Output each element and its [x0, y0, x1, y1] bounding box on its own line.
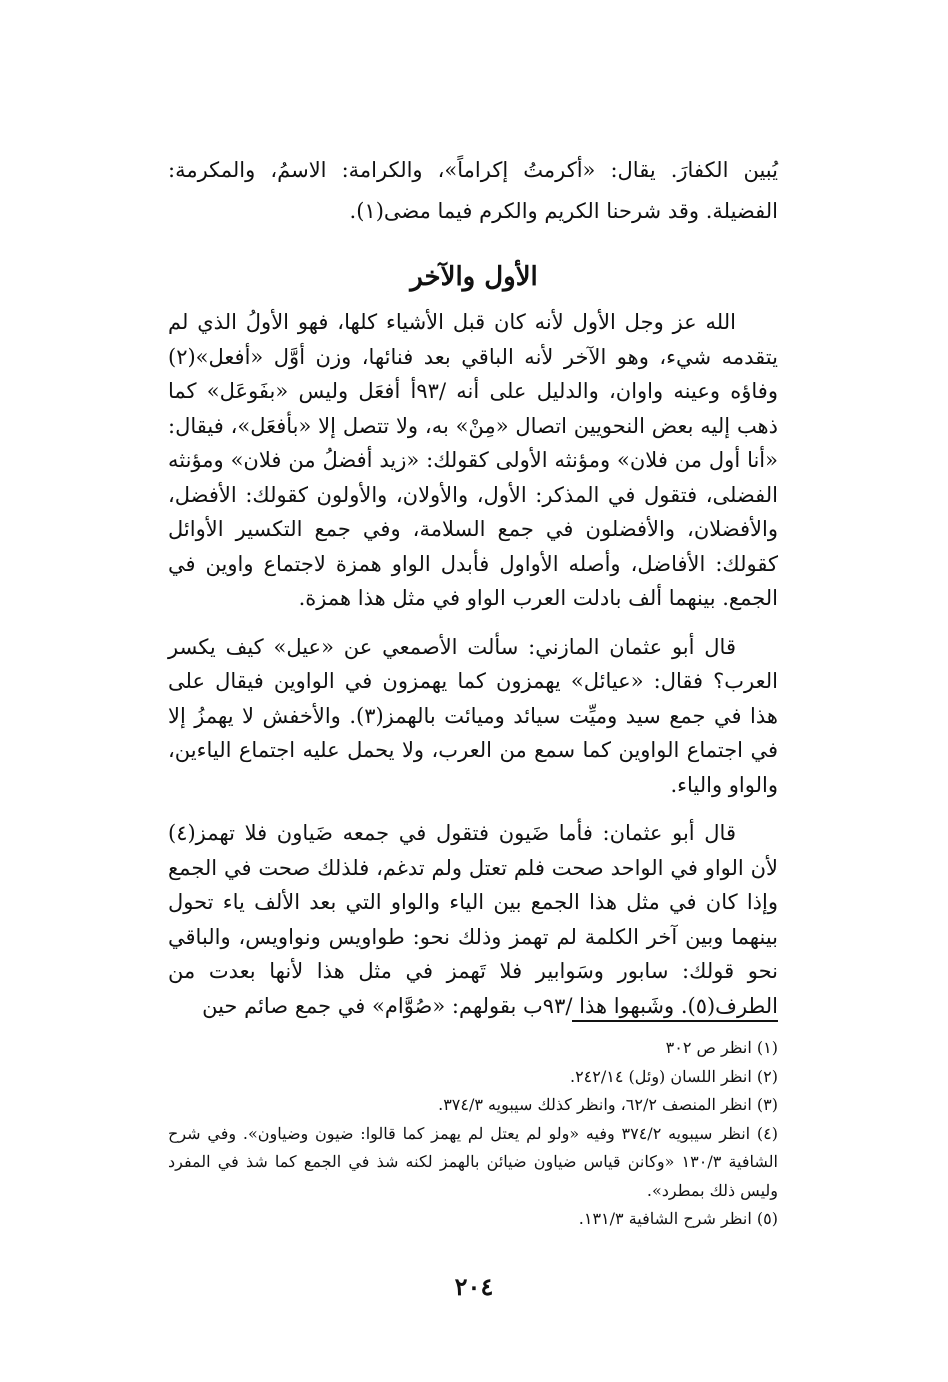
page-number: ٢٠٤ [454, 1272, 494, 1301]
paragraph: قال أبو عثمان المازني: سألت الأصمعي عن «عيل» كيف يكسر العرب؟ فقال: «عيائل» يهمزون كما يهمزون في الواوين فيقال على هذا في جمع سيد وميِّت سيائد وميائت بالهمز(٣). والأخفش لا يهمزُ إلا في اجتماع الواوين كما سمع من العرب، ولا يحمل عليه اجتماع الياءين، والواو والياء. [168, 634, 778, 797]
footnote: (٥) انظر شرح الشافية ١٣١/٣. [578, 1209, 778, 1228]
footnote: (٣) انظر المنصف ٦٢/٢، وانظر كذلك سيبويه ٣٧٤/٣. [438, 1095, 778, 1114]
section-heading: الأول والآخر [410, 262, 538, 292]
paragraph: قال أبو عثمان: فأما ضَيون فتقول في جمعه ضَياون فلا تهمز(٤) لأن الواو في الواحد صحت فلم تعتل ولم تدغم، فلذلك صحت في الجمع وإذا كان في مثل هذا الجمع بين الياء والواو التي بعد الألف ياء تحول بينهما وبين آخر الكلمة لم تهمز وذلك نحو: طواويس ونواويس، والباقي نحو قولك: سابور وسَوابير فلا تَهمز في مثل هذا لأنها بعدت من الطرف(٥). وشَبهوا هذا /٩٣ب بقولهم: «صُوَّام» في جمع صائم حين [168, 821, 778, 1018]
footnotes [168, 1034, 778, 1234]
footnote-divider [572, 1020, 778, 1022]
footnote: (٤) انظر سيبويه ٣٧٤/٢ وفيه «ولو لم يعتل لم يهمز كما قالوا: ضيون وضياون». وفي شرح الشافية ١٣٠/٣ «وكانن قياس ضياون ضيائن بالهمز لكنه شذ في الجمع كما شذ في المفرد وليس ذلك بمطرد». [168, 1123, 779, 1200]
footnote: (٢) انظر اللسان (وئل) ٢٤٢/١٤. [569, 1066, 778, 1086]
opening-paragraph: يُبين الكفارَ. يقال: «أكرمتُ إكراماً»، والكرامة: الاسمُ، والمكرمة: الفضيلة. وقد شرحنا الكريم والكرم فيما مضى(١). [168, 158, 778, 223]
paragraph: الله عز وجل الأول لأنه كان قبل الأشياء كلها، فهو الأولُ الذي لم يتقدمه شيء، وهو الآخر لأنه الباقي بعد فنائها، وزن أوَّل «أفعل»(٢) وفاؤه وعينه واوان، والدليل على أنه /٩٣أ أفعَل وليس «بفَوعَل» كما ذهب إليه بعض النحويين اتصال «مِنْ» به، ولا تتصل إلا «بأفعَل»، فيقال: «أنا أول من فلان» ومؤنثه الأولى كقولك: «زيد أفضلُ من فلان» ومؤنثه الفضلى، فتقول في المذكر: الأول، والأولان، والأولون كقولك: الأفضل، والأفضلان، والأفضلون في جمع السلامة، وفي جمع التكسير الأوائل كقولك: الأفاضل، وأصله الأواول فأبدل الواو همزة لاجتماع واوين في الجمع. بينهما ألف بادلت العرب الواو في مثل هذا همزة. [168, 310, 778, 610]
footnote: (١) انظر ص ٣٠٢ [665, 1038, 778, 1057]
body-text [168, 305, 778, 1037]
